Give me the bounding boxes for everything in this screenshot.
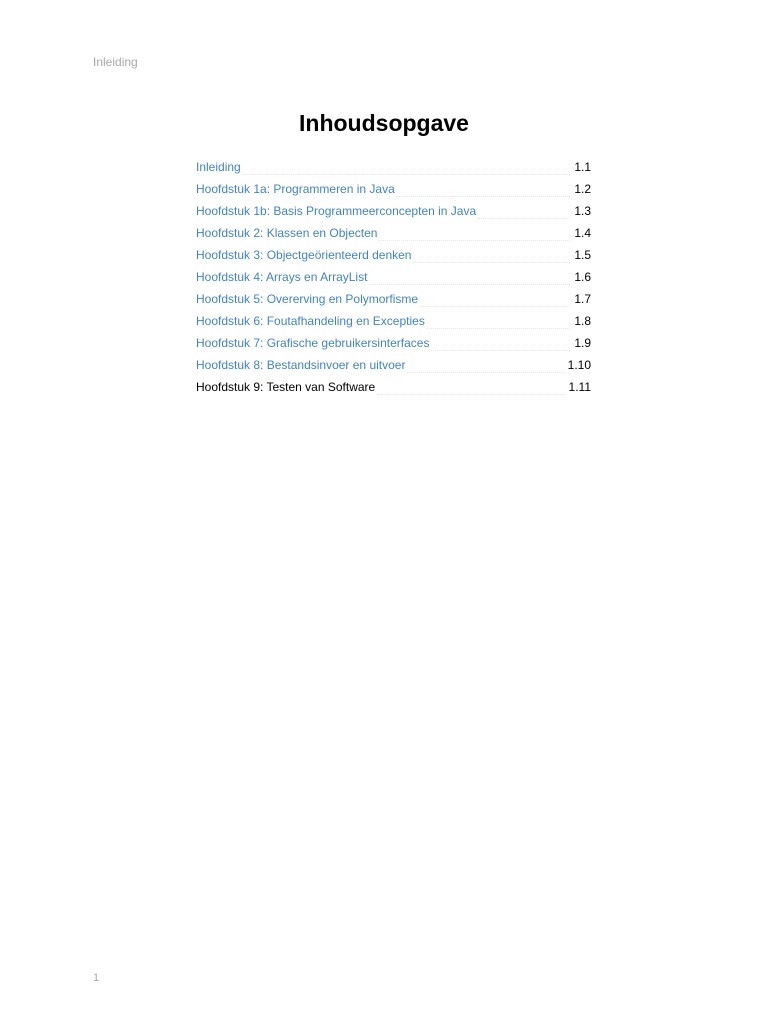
toc-entry[interactable] <box>196 264 591 286</box>
toc-entry[interactable] <box>196 286 591 308</box>
running-header: Inleiding <box>93 55 138 69</box>
toc-entry-page: 1.8 <box>574 314 591 328</box>
toc-entry-link[interactable]: Inleiding <box>196 160 241 174</box>
toc-entry-link[interactable]: Hoofdstuk 6: Foutafhandeling en Excepties <box>196 314 425 328</box>
toc-leader-line <box>379 240 570 241</box>
toc-entry-page: 1.4 <box>574 226 591 240</box>
toc-entry-page: 1.10 <box>567 358 591 372</box>
toc-leader-line <box>431 350 570 351</box>
toc-entry-page: 1.5 <box>574 248 591 262</box>
toc-entry-link[interactable]: Hoofdstuk 8: Bestandsinvoer en uitvoer <box>196 358 406 372</box>
toc-leader-line <box>420 306 570 307</box>
table-of-contents <box>196 154 591 396</box>
toc-entry[interactable] <box>196 176 591 198</box>
toc-entry-page: 1.7 <box>574 292 591 306</box>
toc-entry-page: 1.6 <box>574 270 591 284</box>
toc-entry[interactable] <box>196 330 591 352</box>
toc-leader-line <box>243 174 571 175</box>
toc-entry-link[interactable]: Hoofdstuk 4: Arrays en ArrayList <box>196 270 368 284</box>
toc-entry-link[interactable]: Hoofdstuk 1a: Programmeren in Java <box>196 182 395 196</box>
page-title: Inhoudsopgave <box>299 110 469 136</box>
toc-leader-line <box>413 262 570 263</box>
toc-leader-line <box>478 218 570 219</box>
toc-entry[interactable] <box>196 352 591 374</box>
toc-entry[interactable] <box>196 242 591 264</box>
toc-entry-link[interactable]: Hoofdstuk 2: Klassen en Objecten <box>196 226 378 240</box>
toc-leader-line <box>377 394 564 395</box>
toc-leader-line <box>369 284 570 285</box>
toc-entry-page: 1.9 <box>574 336 591 350</box>
toc-entry-label: Hoofdstuk 9: Testen van Software <box>196 380 376 394</box>
toc-entry-link[interactable]: Hoofdstuk 7: Grafische gebruikersinterfaces <box>196 336 430 350</box>
toc-entry[interactable] <box>196 154 591 176</box>
toc-leader-line <box>397 196 571 197</box>
toc-entry-link[interactable]: Hoofdstuk 1b: Basis Programmeerconcepten in Java <box>196 204 477 218</box>
toc-entry-page: 1.11 <box>568 380 591 394</box>
toc-entry-page: 1.1 <box>574 160 591 174</box>
page-number: 1 <box>93 972 100 984</box>
toc-leader-line <box>427 328 570 329</box>
toc-entry-page: 1.3 <box>574 204 591 218</box>
toc-entry-link[interactable]: Hoofdstuk 5: Overerving en Polymorfisme <box>196 292 419 306</box>
toc-entry[interactable] <box>196 198 591 220</box>
toc-entry[interactable] <box>196 220 591 242</box>
toc-entry <box>196 374 591 396</box>
toc-entry[interactable] <box>196 308 591 330</box>
toc-entry-page: 1.2 <box>574 182 591 196</box>
toc-leader-line <box>407 372 563 373</box>
toc-entry-link[interactable]: Hoofdstuk 3: Objectgeörienteerd denken <box>196 248 412 262</box>
